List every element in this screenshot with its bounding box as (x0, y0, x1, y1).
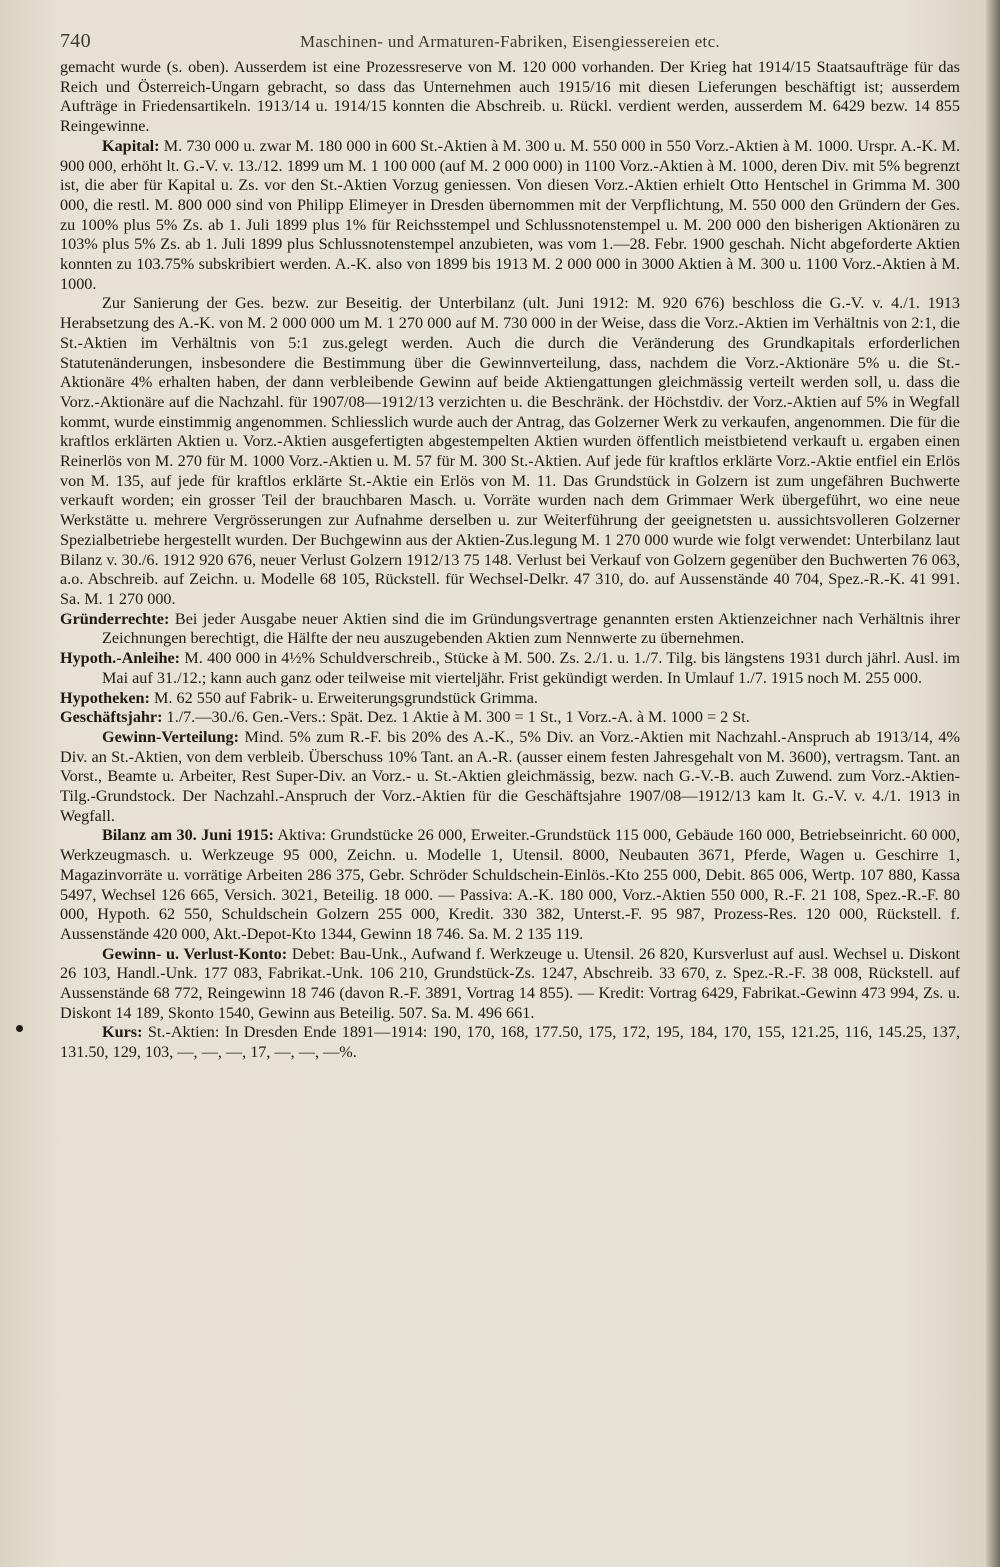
section-text: Bei jeder Ausgabe neuer Aktien sind die im Gründungsvertrage genannten ersten Aktienzeichner nach Verhältnis ihrer Zeichnungen berechtigt, die Hälfte der neu auszugebenden Aktien zum Nennwerte zu übernehmen. (102, 609, 960, 648)
page-header (60, 30, 960, 58)
page-edge-shadow (986, 0, 1000, 1567)
section-kurs (60, 1023, 960, 1062)
section-label: Bilanz am 30. Juni 1915: (102, 826, 274, 845)
section-hypoth-anleihe (60, 649, 960, 688)
paragraph-intro (60, 58, 960, 137)
section-label: Kurs: (102, 1023, 143, 1042)
section-text: Aktiva: Grundstücke 26 000, Erweiter.-Grundstück 115 000, Gebäude 160 000, Betriebseinricht. 60 000, Werkzeugmasch. u. Werkzeuge 95 000, Zeichn. u. Modelle 1, Utensil. 8000, Neubauten 3671, Pferde, Wagen u. Geschirre 1, Magazinvorräte u. vorrätige Arbeiten 286 375, Gebr. Schröder Schuldschein-Einlös.-Kto 255 000, Debit. 865 006, Wertp. 107 880, Kassa 5497, Wechsel 126 665, Versich. 3021, Beteilig. 18 000. — Passiva: A.-K. 180 000, Vorz.-Aktien 550 000, R.-F. 21 108, Spez.-R.-F. 80 000, Hypoth. 62 550, Schuldschein Golzern 255 000, Kredit. 330 382, Unterst.-F. 95 987, Prozess-Res. 120 000, Rückstell. f. Aussenstände 420 000, Akt.-Depot-Kto 1344, Gewinn 18 746. Sa. M. 2 135 119. (60, 826, 960, 943)
section-label: Hypotheken: (60, 688, 150, 707)
section-text: M. 62 550 auf Fabrik- u. Erweiterungsgrundstück Grimma. (154, 688, 538, 707)
section-label: Gründerrechte: (60, 609, 170, 628)
section-text: 1./7.—30./6. Gen.-Vers.: Spät. Dez. 1 Aktie à M. 300 = 1 St., 1 Vorz.-A. à M. 1000 = 2 St. (166, 708, 750, 727)
section-kapital (60, 137, 960, 295)
page-body (60, 58, 960, 1063)
section-gewinn-verlust-konto (60, 945, 960, 1024)
margin-mark (16, 1025, 23, 1032)
section-text: Debet: Bau-Unk., Aufwand f. Werkzeuge u. Utensil. 26 820, Kursverlust auf ausl. Wechsel u. Diskont 26 103, Handl.-Unk. 177 083, Fabrikat.-Unk. 106 210, Grundstück-Zs. 1247, Abschreib. 33 670, z. Spez.-R.-F. 38 008, Rückstell. auf Aussenstände 68 772, Reingewinn 18 746 (davon R.-F. 3891, Vortrag 14 855). — Kredit: Vortrag 6429, Fabrikat.-Gewinn 473 994, Zs. u. Diskont 14 189, Skonto 1540, Gewinn aus Beteilig. 507. Sa. M. 496 661. (60, 944, 960, 1022)
section-text: Mind. 5% zum R.-F. bis 20% des A.-K., 5% Div. an Vorz.-Aktien mit Nachzahl.-Anspruch ab 1913/14, 4% Div. an St.-Aktien, von dem verbleib. Überschuss 10% Tant. an A.-R. (ausser einem festen Jahresgehalt von M. 3600), vertragsm. Tant. an Vorst., Beamte u. Arbeiter, Rest Super-Div. an Vorz.- u. St.-Aktien gleichmässig, bezw. nach G.-V.-B. auch Zuwend. zum Vorz.-Aktien-Tilg.-Grundstock. Der Nachzahl.-Anspruch der Vorz.-Aktien für die Geschäftsjahre 1907/08—1912/13 kam lt. G.-V. v. 4./1. 1913 in Wegfall. (60, 727, 960, 825)
section-gruenderrechte (60, 610, 960, 649)
section-label: Gewinn-Verteilung: (102, 727, 239, 746)
section-text: M. 400 000 in 4½% Schuldverschreib., Stücke à M. 500. Zs. 2./1. u. 1./7. Tilg. bis längstens 1931 durch jährl. Ausl. im Mai auf 31./12.; kann auch ganz oder teilweise mit vierteljähr. Frist gekündigt werden. In Umlauf 1./7. 1915 noch M. 255 000. (102, 649, 960, 687)
section-label: Kapital: (102, 136, 160, 155)
page-number: 740 (60, 30, 91, 52)
section-gewinn-verteilung (60, 728, 960, 827)
section-text: Zur Sanierung der Ges. bezw. zur Beseitig. der Unterbilanz (ult. Juni 1912: M. 920 676) beschloss die G.-V. v. 4./1. 1913 Herabsetzung des A.-K. von M. 2 000 000 um M. 1 270 000 auf M. 730 000 in der Weise, dass die Vorz.-Aktien im Verhältnis von 2:1, die St.-Aktien im Verhältnis von 5:1 zus.gelegt werden. Auch die durch die Veränderung des Grundkapitals erforderlichen Statutenänderungen, insbesondere die Bestimmung über die Gewinnverteilung, dass, nachdem die Vorz.-Aktionäre 5% u. die St.-Aktionäre 4% erhalten haben, der dann verbleibende Gewinn auf beide Aktiengattungen gleichmässig verteilt werden soll, u. dass die Vorz.-Aktionäre auf die Nachzahl. für 1907/08—1912/13 verzichten u. die Beschränk. der Höchstdiv. der Vorz.-Aktien auf 5% in Wegfall kommt, wurde einstimmig angenommen. Schliesslich wurde auch der Antrag, das Golzerner Werk zu verkaufen, angenommen. Die für die kraftlos erklärten Aktien u. Vorz.-Aktien ausgefertigten abgestempelten Aktien wurden öffentlich meistbietend verkauft u. ergaben einen Reinerlös von M. 270 für M. 1000 Vorz.-Aktien u. M. 57 für M. 300 St.-Aktien. Auf jede für kraftlos erklärte Vorz.-Aktie entfiel ein Erlös von M. 135, auf jede für kraftlos erklärte St.-Aktie ein Erlös von M. 11. Das Grundstück in Golzern ist zum ungefähren Buchwerte verkauft worden; ein grosser Teil der brauchbaren Masch. u. Vorräte wurden nach dem Grimmaer Werk übergeführt, wo eine neue Werkstätte u. mehrere Vergrösserungen zur Aufnahme derselben u. zur Weiterführung der geeignetsten u. aussichtsvolleren Golzerner Spezialbetriebe hergestellt wurden. Der Buchgewinn aus der Aktien-Zus.legung M. 1 270 000 wurde wie folgt verwendet: Unterbilanz laut Bilanz v. 30./6. 1912 920 676, neuer Verlust Golzern 1912/13 75 148. Verlust bei Verkauf von Golzern gegenüber den Buchwerten 76 063, a.o. Abschreib. auf Zeichn. u. Modelle 68 105, Rückstell. für Wechsel-Delkr. 47 310, do. auf Aussenstände 40 704, Spez.-R.-K. 41 991. Sa. M. 1 270 000. (60, 294, 960, 608)
section-sanierung (60, 294, 960, 609)
section-label: Gewinn- u. Verlust-Konto: (102, 944, 288, 963)
section-text: M. 730 000 u. zwar M. 180 000 in 600 St.-Aktien à M. 300 u. M. 550 000 in 550 Vorz.-Aktien à M. 1000. Urspr. A.-K. M. 900 000, erhöht lt. G.-V. v. 13./12. 1899 um M. 1 100 000 (auf M. 2 000 000) in 1100 Vorz.-Aktien à M. 1000, deren Div. mit 5% begrenzt ist, die aber für Kapital u. Zs. vor den St.-Aktien Vorzug geniessen. Von diesen Vorz.-Aktien erhielt Otto Hentschel in Grimma M. 300 000, die restl. M. 800 000 sind von Philipp Elimeyer in Dresden übernommen mit der Verpflichtung, M. 550 000 den Gründern der Ges. zu 100% plus 5% Zs. ab 1. Juli 1899 plus 1% für Reichsstempel und Schlussnotenstempel u. M. 200 000 den bisherigen Aktionären zu 103% plus 5% Zs. ab 1. Juli 1899 plus Schlussnotenstempel anzubieten, was vom 1.—28. Febr. 1900 geschah. Nicht abgeforderte Aktien konnten zu 103.75% subskribiert werden. A.-K. also von 1899 bis 1913 M. 2 000 000 in 3000 Aktien à M. 300 u. 1100 Vorz.-Aktien à M. 1000. (60, 136, 961, 293)
section-label: Hypoth.-Anleihe: (60, 649, 181, 668)
paragraph-text: gemacht wurde (s. oben). Ausserdem ist eine Prozessreserve von M. 120 000 vorhanden. Der Krieg hat 1914/15 Staatsaufträge für das Reich und Österreich-Ungarn gebracht, so dass das Unternehmen auch 1915/16 mit diesen Lieferungen beschäftigt ist; ausserdem Aufträge in Friedensartikeln. 1913/14 u. 1914/15 konnten die Abschreib. u. Rückl. verdient werden, ausserdem M. 6429 bezw. 14 855 Reingewinne. (60, 58, 960, 136)
section-text: St.-Aktien: In Dresden Ende 1891—1914: 190, 170, 168, 177.50, 175, 172, 195, 184, 170, 155, 121.25, 116, 145.25, 137, 131.50, 129, 103, —, —, —, 17, —, —, —%. (60, 1023, 960, 1062)
section-hypotheken (60, 689, 960, 709)
section-bilanz (60, 826, 960, 944)
running-title: Maschinen- und Armaturen-Fabriken, Eisengiessereien etc. (300, 32, 720, 51)
section-label: Geschäftsjahr: (60, 708, 163, 727)
section-geschaeftsjahr (60, 708, 960, 728)
